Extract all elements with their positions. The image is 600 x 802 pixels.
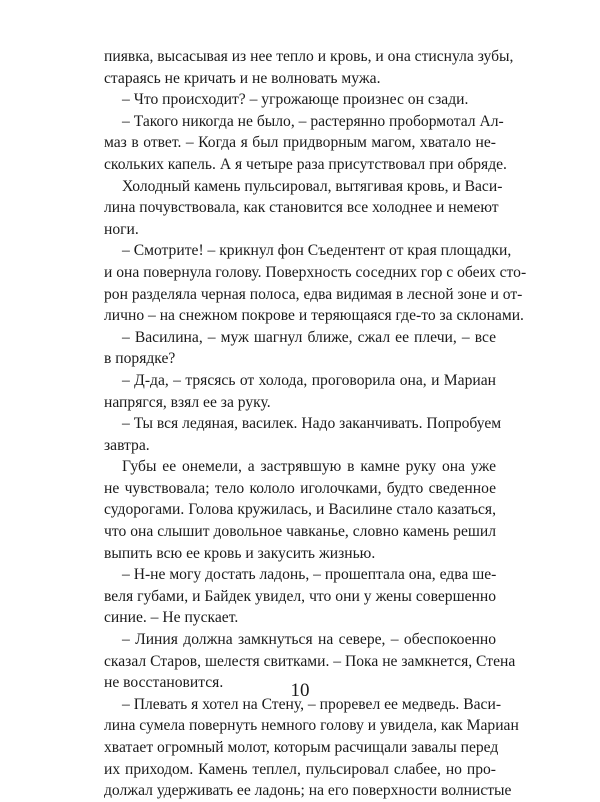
text-line: напрягся, взял ее за руку. (104, 393, 271, 411)
text-line: выпить всю ее кровь и закусить жизнью. (104, 544, 376, 562)
text-line: – Что происходит? – угрожающе произнес он сзади. (122, 91, 469, 109)
text-line: – Д-да, – трясясь от холода, проговорила она, и Мариан (122, 371, 496, 389)
text-line: и она повернула голову. Поверхность соседних гор с обеих сто- (104, 263, 527, 281)
text-line: – Василина, – муж шагнул ближе, сжал ее плечи, – все (122, 328, 496, 346)
text-line: – Плевать я хотел на Стену, – проревел ее медведь. Васи- (122, 695, 502, 713)
text-line: должал удерживать ее ладонь; на его поверхности волнистые (104, 782, 512, 800)
text-line: маз в ответ. – Когда я был придворным магом, хватало не- (104, 134, 496, 152)
text-line: хватает огромный молот, которым расчищали завалы перед (104, 739, 499, 756)
text-line: рон разделяла черная полоса, едва видимая в лесной зоне и от- (104, 285, 523, 303)
text-line: – Н-не могу достать ладонь, – прошептала она, едва ше- (122, 566, 497, 584)
text-line: ноги. (104, 220, 139, 238)
text-line: лина сумела повернуть немного голову и увидела, как Мариан (104, 717, 519, 735)
text-line: в порядке? (104, 350, 176, 368)
text-line: Холодный камень пульсировал, вытягивая кровь, и Васи- (122, 177, 503, 195)
text-line: стараясь не кричать и не волновать мужа. (104, 69, 381, 87)
text-line: завтра. (104, 436, 150, 454)
text-line: сказал Старов, шелестя свитками. – Пока не замкнется, Стена (104, 652, 516, 670)
text-line: пиявка, высасывая из нее тепло и кровь, и она стиснула зубы, (104, 48, 514, 65)
text-line: не чувствовала; тело кололо иголочками, будто сведенное (104, 479, 496, 497)
text-line: что она слышит довольное чавканье, словно камень решил (104, 523, 496, 541)
text-line: скольких капель. А я четыре раза присутствовал при обряде. (104, 155, 507, 173)
text-line: веля губами, и Байдек увидел, что они у жены совершенно (104, 587, 496, 605)
page-number: 10 (290, 680, 310, 701)
text-line: не восстановится. (104, 674, 224, 692)
text-line: – Ты вся ледяная, василек. Надо заканчивать. Попробуем (122, 415, 502, 433)
text-line: Губы ее онемели, а застрявшую в камне руку она уже (122, 458, 496, 476)
text-line: – Такого никогда не было, – растерянно пробормотал Ал- (122, 112, 504, 130)
text-line: – Смотрите! – крикнул фон Съедентент от края площадки, (122, 242, 512, 260)
text-line: их приходом. Камень теплел, пульсировал слабее, но про- (104, 760, 496, 778)
text-line: лично – на снежном покрове и теряющаяся где-то за склонами. (104, 307, 524, 325)
text-line: – Линия должна замкнуться на севере, – обеспокоенно (122, 631, 496, 649)
text-line: синие. – Не пускает. (104, 609, 239, 627)
text-line: лина почувствовала, как становится все холоднее и немеют (104, 199, 499, 217)
text-line: судорогами. Голова кружилась, и Василине стало казаться, (104, 501, 496, 519)
